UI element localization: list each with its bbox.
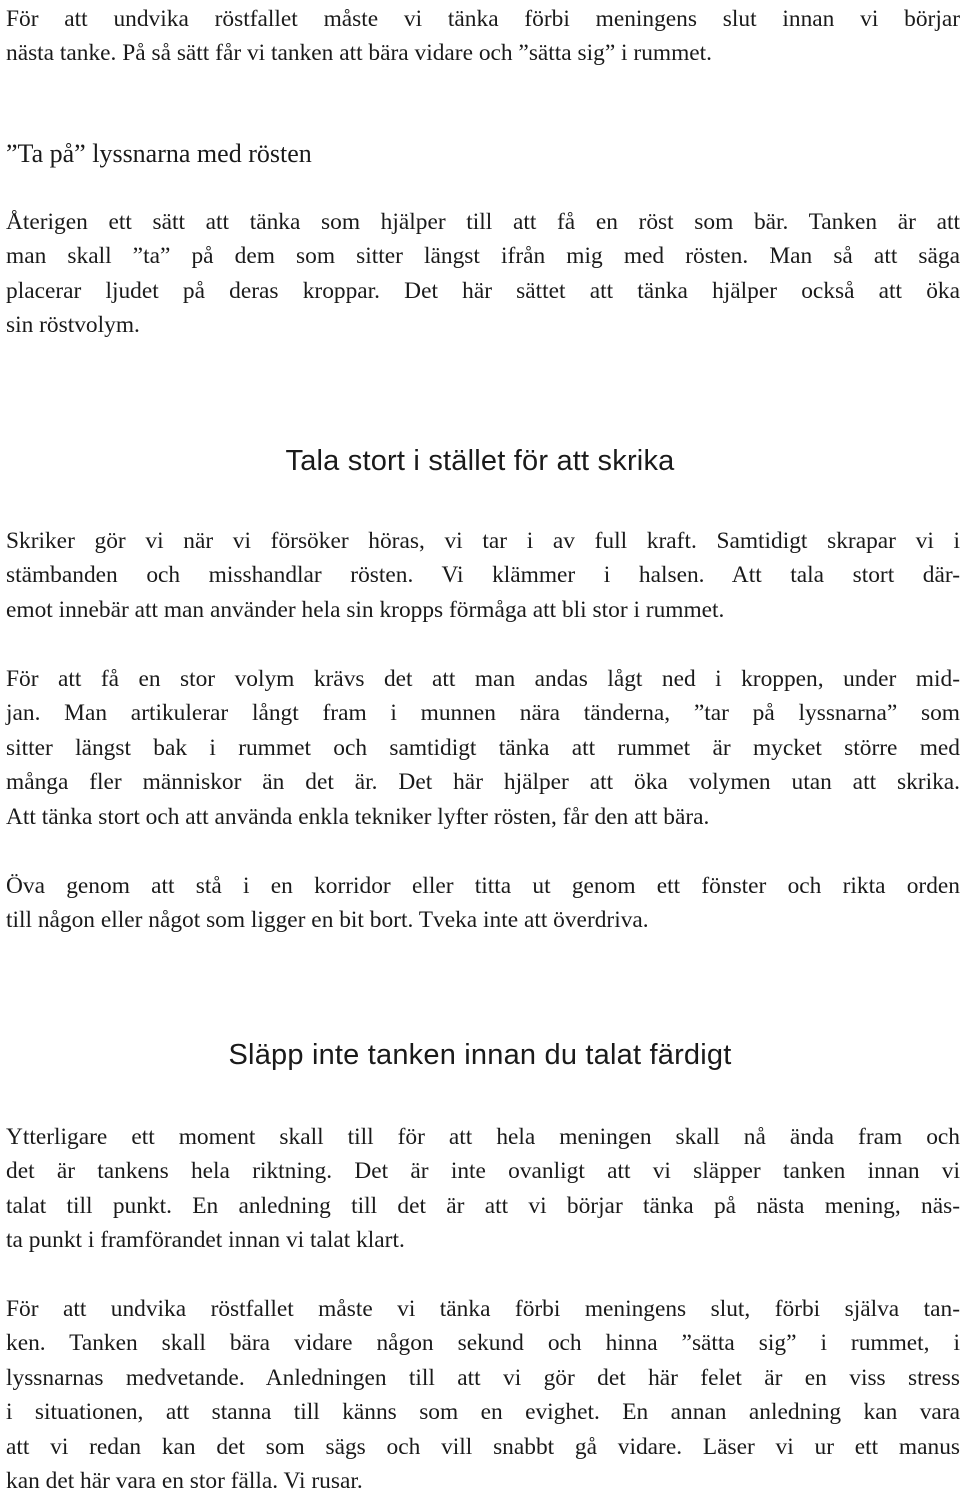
text-line: nästa tanke. På så sätt får vi tanken att bära vidare och ”sätta sig” i rummet.	[6, 40, 713, 67]
paragraph-ta-pa	[6, 205, 960, 343]
text-line: För att få en stor volym krävs det att man andas lågt ned i kroppen, under mid-	[6, 666, 960, 692]
text-line: det är tankens hela riktning. Det är inte ovanligt att vi släpper tanken innan vi	[6, 1158, 960, 1185]
text-line: ta punkt i framförandet innan vi talat klart.	[6, 1227, 405, 1254]
text-line: Ytterligare ett moment skall till för att hela meningen skall nå ända fram och	[6, 1124, 960, 1150]
text-line: talat till punkt. En anledning till det är att vi börjar tänka på nästa mening, näs-	[6, 1192, 960, 1219]
text-line: att vi redan kan det som sägs och vill snabbt gå vidare. Läser vi ur ett manus	[6, 1433, 960, 1460]
text-line: placerar ljudet på deras kroppar. Det här sättet att tänka hjälper också att öka	[6, 277, 960, 304]
text-line: lyssnarnas medvetande. Anledningen till att vi gör det här felet är en viss stress	[6, 1364, 960, 1391]
text-line: man skall ”ta” på dem som sitter längst ifrån mig med rösten. Man så att säga	[6, 243, 960, 270]
text-line: i situationen, att stanna till känns som en evighet. En annan anledning kan vara	[6, 1399, 960, 1426]
text-line: Återigen ett sätt att tänka som hjälper till att få en röst som bär. Tanken är att	[6, 209, 960, 235]
text-line: jan. Man artikulerar långt fram i munnen nära tänderna, ”tar på lyssnarna” som	[6, 700, 960, 727]
text-line: stämbanden och misshandlar rösten. Vi klämmer i halsen. Att tala stort där-	[6, 562, 960, 589]
text-line: emot innebär att man använder hela sin kropps förmåga att bli stor i rummet.	[6, 596, 725, 623]
paragraph-stor-volym	[6, 662, 960, 834]
text-line: Skriker gör vi när vi försöker höras, vi tar i av full kraft. Samtidigt skrapar vi i	[6, 528, 960, 554]
text-line: Öva genom att stå i en korridor eller titta ut genom ett fönster och rikta orden	[6, 873, 960, 899]
paragraph-skriker	[6, 524, 960, 627]
paragraph-ova	[6, 869, 960, 938]
text-line: sin röstvolym.	[6, 312, 140, 339]
text-line: ken. Tanken skall bära vidare någon sekund och hinna ”sätta sig” i rummet, i	[6, 1330, 960, 1357]
paragraph-rostfallet-intro	[6, 2, 960, 71]
section-heading-ta-pa-lyssnarna: ”Ta på” lyssnarna med rösten	[6, 139, 312, 168]
text-line: till någon eller något som ligger en bit bort. Tveka inte att överdriva.	[6, 907, 649, 934]
text-line: många fler människor än det är. Det här hjälper att öka volymen utan att skrika.	[6, 769, 960, 796]
paragraph-rostfallet-tanken	[6, 1292, 960, 1498]
paragraph-ytterligare	[6, 1120, 960, 1258]
section-heading-tala-stort: Tala stort i stället för att skrika	[285, 445, 675, 477]
section-heading-slapp-inte-tanken: Släpp inte tanken innan du talat färdigt	[228, 1039, 732, 1071]
text-line: För att undvika röstfallet måste vi tänka förbi meningens slut, förbi själva tan-	[6, 1296, 960, 1322]
text-line: kan det här vara en stor fälla. Vi rusar.	[6, 1468, 363, 1495]
text-line: sitter längst bak i rummet och samtidigt tänka att rummet är mycket större med	[6, 734, 960, 761]
text-line: För att undvika röstfallet måste vi tänka förbi meningens slut innan vi börjar	[6, 6, 960, 32]
text-line: Att tänka stort och att använda enkla tekniker lyfter rösten, får den att bära.	[6, 803, 710, 830]
